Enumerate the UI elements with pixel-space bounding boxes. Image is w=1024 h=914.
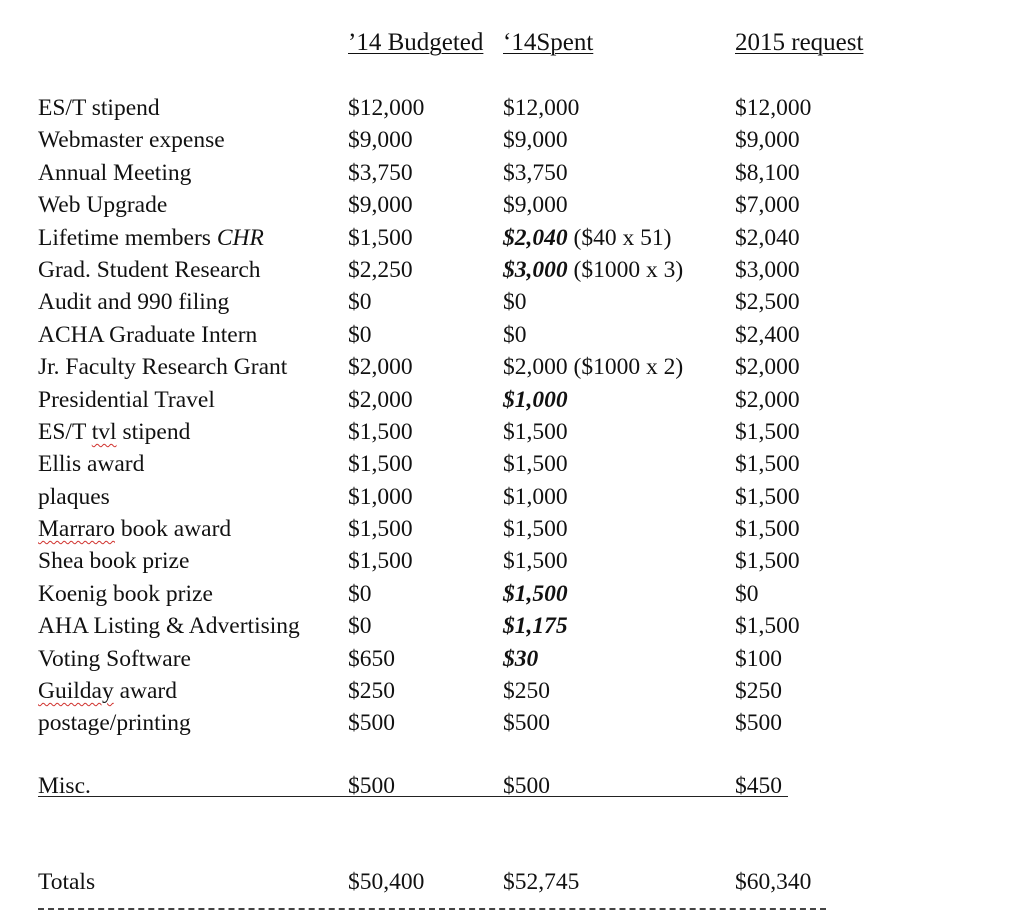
budgeted-cell: $0 [348, 321, 372, 348]
request-cell: $1,500 [735, 613, 800, 640]
budgeted-cell: $1,500 [348, 451, 413, 478]
budgeted-cell: $9,000 [348, 127, 413, 154]
request-cell: $8,100 [735, 159, 800, 186]
row-label: Web Upgrade [38, 192, 168, 219]
row-label-emphasis: CHR [216, 224, 264, 251]
row-label: plaques [38, 483, 110, 510]
request-cell: $2,000 [735, 386, 800, 413]
row-label-misspelled: tvl [91, 418, 117, 445]
request-cell: $2,040 [735, 224, 800, 251]
request-cell: $1,500 [735, 548, 800, 575]
totals-row [0, 866, 1024, 898]
misc-spent: $500 [503, 773, 550, 799]
budgeted-cell: $250 [348, 678, 395, 705]
table-row [0, 157, 1024, 189]
table-row [0, 675, 1024, 707]
table-row [0, 384, 1024, 416]
row-label: Ellis award [38, 451, 145, 478]
request-cell: $2,400 [735, 321, 800, 348]
budgeted-cell: $650 [348, 645, 395, 672]
spent-value: $3,000 [503, 256, 568, 283]
row-label: Presidential Travel [38, 386, 215, 413]
spent-cell: $0 [503, 321, 527, 348]
budgeted-cell: $2,000 [348, 354, 413, 381]
table-row [0, 448, 1024, 480]
budgeted-cell: $9,000 [348, 192, 413, 219]
table-row [0, 610, 1024, 642]
spent-cell: $3,750 [503, 159, 568, 186]
table-row [0, 286, 1024, 318]
row-label: ES/T stipend [38, 95, 160, 121]
budget-rows [0, 92, 1024, 740]
request-cell: $7,000 [735, 192, 800, 219]
request-cell: $2,500 [735, 289, 800, 316]
request-cell: $500 [735, 710, 782, 737]
row-label: Jr. Faculty Research Grant [38, 354, 288, 381]
request-cell: $100 [735, 645, 782, 672]
header-14-budgeted: ’14 Budgeted [348, 29, 484, 56]
spent-cell: $250 [503, 678, 550, 705]
budgeted-cell: $0 [348, 613, 372, 640]
totals-spent: $52,745 [503, 869, 580, 895]
row-label-text: stipend [116, 418, 191, 445]
request-cell: $9,000 [735, 127, 800, 154]
header-2015-request: 2015 request [735, 29, 864, 56]
row-label: Voting Software [38, 645, 191, 672]
request-cell: $1,500 [735, 451, 800, 478]
row-label [38, 416, 190, 448]
spent-cell: $500 [503, 710, 550, 737]
spent-note: ($1000 x 3) [567, 256, 684, 283]
budgeted-cell: $1,500 [348, 516, 413, 543]
budgeted-cell: $1,500 [348, 224, 413, 251]
row-label-prefix: ES/T [38, 418, 92, 445]
header-14-spent: ‘14Spent [503, 29, 594, 56]
totals-request: $60,340 [735, 869, 812, 895]
request-cell: $0 [735, 580, 759, 607]
row-label-text: award [113, 678, 178, 705]
spent-cell [503, 222, 671, 254]
table-row [0, 707, 1024, 739]
totals-dashed-line [38, 908, 826, 910]
table-row [0, 545, 1024, 577]
budgeted-cell: $1,000 [348, 483, 413, 510]
row-label-text: book award [114, 516, 232, 543]
row-label: ACHA Graduate Intern [38, 321, 258, 348]
spent-cell: $9,000 [503, 127, 568, 154]
request-cell: $3,000 [735, 256, 800, 283]
row-label: Koenig book prize [38, 580, 213, 607]
request-cell: $1,500 [735, 418, 800, 445]
spent-cell: $12,000 [503, 95, 580, 121]
spent-cell: $1,500 [503, 580, 568, 607]
table-row [0, 254, 1024, 286]
row-label [38, 513, 231, 545]
spent-cell [503, 254, 683, 286]
spent-cell: $1,000 [503, 483, 568, 510]
row-label: AHA Listing & Advertising [38, 613, 300, 640]
row-label [38, 675, 177, 707]
request-cell: $12,000 [735, 95, 812, 121]
request-cell: $1,500 [735, 483, 800, 510]
totals-label: Totals [38, 869, 96, 895]
misc-underline [38, 796, 788, 797]
spent-cell: $9,000 [503, 192, 568, 219]
misc-budgeted: $500 [348, 773, 395, 799]
row-label: postage/printing [38, 710, 191, 737]
budgeted-cell: $500 [348, 710, 395, 737]
budgeted-cell: $3,750 [348, 159, 413, 186]
table-row [0, 222, 1024, 254]
budgeted-cell: $2,000 [348, 386, 413, 413]
row-label: Grad. Student Research [38, 256, 261, 283]
table-row [0, 416, 1024, 448]
row-label: Audit and 990 filing [38, 289, 230, 316]
spent-cell: $30 [503, 645, 539, 672]
row-label [38, 222, 264, 254]
spent-cell: $1,500 [503, 418, 568, 445]
budgeted-cell: $1,500 [348, 418, 413, 445]
spent-value: $2,040 [503, 224, 568, 251]
table-row [0, 92, 1024, 124]
spent-cell: $1,500 [503, 451, 568, 478]
budgeted-cell: $2,250 [348, 256, 413, 283]
spent-cell: $1,000 [503, 386, 568, 413]
misc-row [0, 770, 1024, 802]
table-row [0, 351, 1024, 383]
misc-request: $450 [735, 773, 782, 799]
row-label-misspelled: Marraro [38, 516, 115, 543]
table-row [0, 578, 1024, 610]
table-row [0, 319, 1024, 351]
row-label-misspelled: Guilday [38, 678, 114, 705]
spent-cell: $2,000 ($1000 x 2) [503, 354, 684, 381]
totals-budgeted: $50,400 [348, 869, 425, 895]
spent-note: ($40 x 51) [567, 224, 672, 251]
table-row [0, 124, 1024, 156]
request-cell: $250 [735, 678, 782, 705]
spent-cell: $1,500 [503, 548, 568, 575]
table-row [0, 513, 1024, 545]
request-cell: $1,500 [735, 516, 800, 543]
spent-cell: $1,175 [503, 613, 568, 640]
budgeted-cell: $12,000 [348, 95, 425, 121]
row-label: Webmaster expense [38, 127, 225, 154]
row-label: Annual Meeting [38, 159, 192, 186]
budgeted-cell: $0 [348, 580, 372, 607]
table-row [0, 643, 1024, 675]
budgeted-cell: $1,500 [348, 548, 413, 575]
request-cell: $2,000 [735, 354, 800, 381]
row-label: Shea book prize [38, 548, 190, 575]
spent-cell: $1,500 [503, 516, 568, 543]
misc-label: Misc. [38, 773, 91, 799]
table-row [0, 481, 1024, 513]
budgeted-cell: $0 [348, 289, 372, 316]
row-label-text: Lifetime members [38, 224, 217, 251]
spent-cell: $0 [503, 289, 527, 316]
table-row [0, 189, 1024, 221]
